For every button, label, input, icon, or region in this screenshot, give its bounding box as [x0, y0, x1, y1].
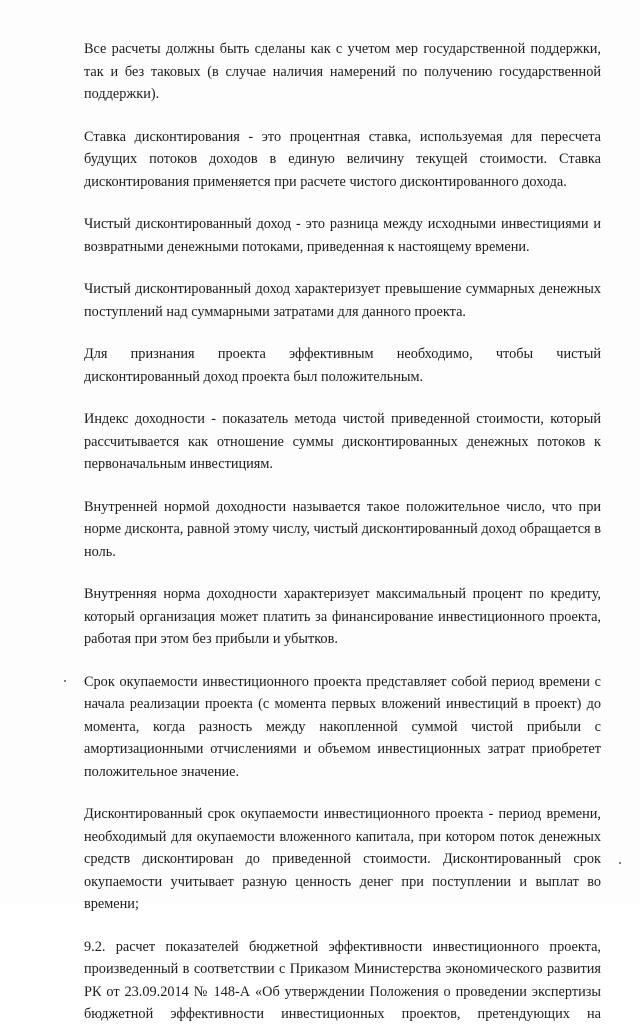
scan-speck [619, 862, 621, 864]
paragraph-npv-definition: Чистый дисконтированный доход - это разница между исходными инвестициями и возвратными денежными потоками, приведенная к настоящему времени. [84, 216, 601, 255]
paragraph-project-efficiency: Для признания проекта эффективным необходимо, чтобы чистый дисконтированный доход проекта был положительным. [84, 346, 601, 385]
paragraph-profitability-index: Индекс доходности - показатель метода чистой приведенной стоимости, который рассчитывается как отношение суммы дисконтированных денежных потоков к первоначальным инвестициям. [84, 411, 601, 472]
paragraph-discounted-payback: Дисконтированный срок окупаемости инвестиционного проекта - период времени, необходимый для окупаемости вложенного капитала, при котором поток денежных средств дисконтирован до приведенной стоимости. Дисконтированный срок окупаемости учитывает разную ценность денег при поступлении и выплат во времени; [84, 806, 601, 912]
scan-speck [64, 680, 66, 682]
paragraph-state-support: Все расчеты должны быть сделаны как с учетом мер государственной поддержки, так и без таковых (в случае наличия намерений по получению государственной поддержки). [84, 41, 601, 102]
paragraph-payback-period: Срок окупаемости инвестиционного проекта представляет собой период времени с начала реализации проекта (с момента первых вложений инвестиций в проект) до момента, когда разность между накопленной суммой чистой прибыли с амортизационными отчислениями и объемом инвестиционных затрат приобретет положительное значение. [84, 673, 601, 780]
paragraph-discount-rate: Ставка дисконтирования - это процентная ставка, используемая для пересчета будущих потоков доходов в единую величину текущей стоимости. Ставка дисконтирования применяется при расчете чистого дисконтированного дохода. [84, 128, 601, 190]
paragraph-npv-characterizes: Чистый дисконтированный доход характеризует превышение суммарных денежных поступлений над суммарными затратами для данного проекта. [84, 281, 601, 320]
paragraph-budget-efficiency: 9.2. расчет показателей бюджетной эффективности инвестиционного проекта, произведенный в соответствии с Приказом Министерства экономического развития РК от 23.09.2014 № 148-А «Об утверждении Положения о проведении экспертизы бюджетной эффективности инвестиционных проектов, претендующих на [84, 938, 601, 1022]
document-body [84, 38, 601, 1026]
paragraph-irr-definition: Внутренней нормой доходности называется такое положительное число, что при норме дисконта, равной этому числу, чистый дисконтированный доход обращается в ноль. [84, 498, 601, 560]
paragraph-irr-characterizes: Внутренняя норма доходности характеризует максимальный процент по кредиту, который организация может платить за финансирование инвестиционного проекта, работая при этом без прибыли и убытков. [84, 586, 601, 647]
